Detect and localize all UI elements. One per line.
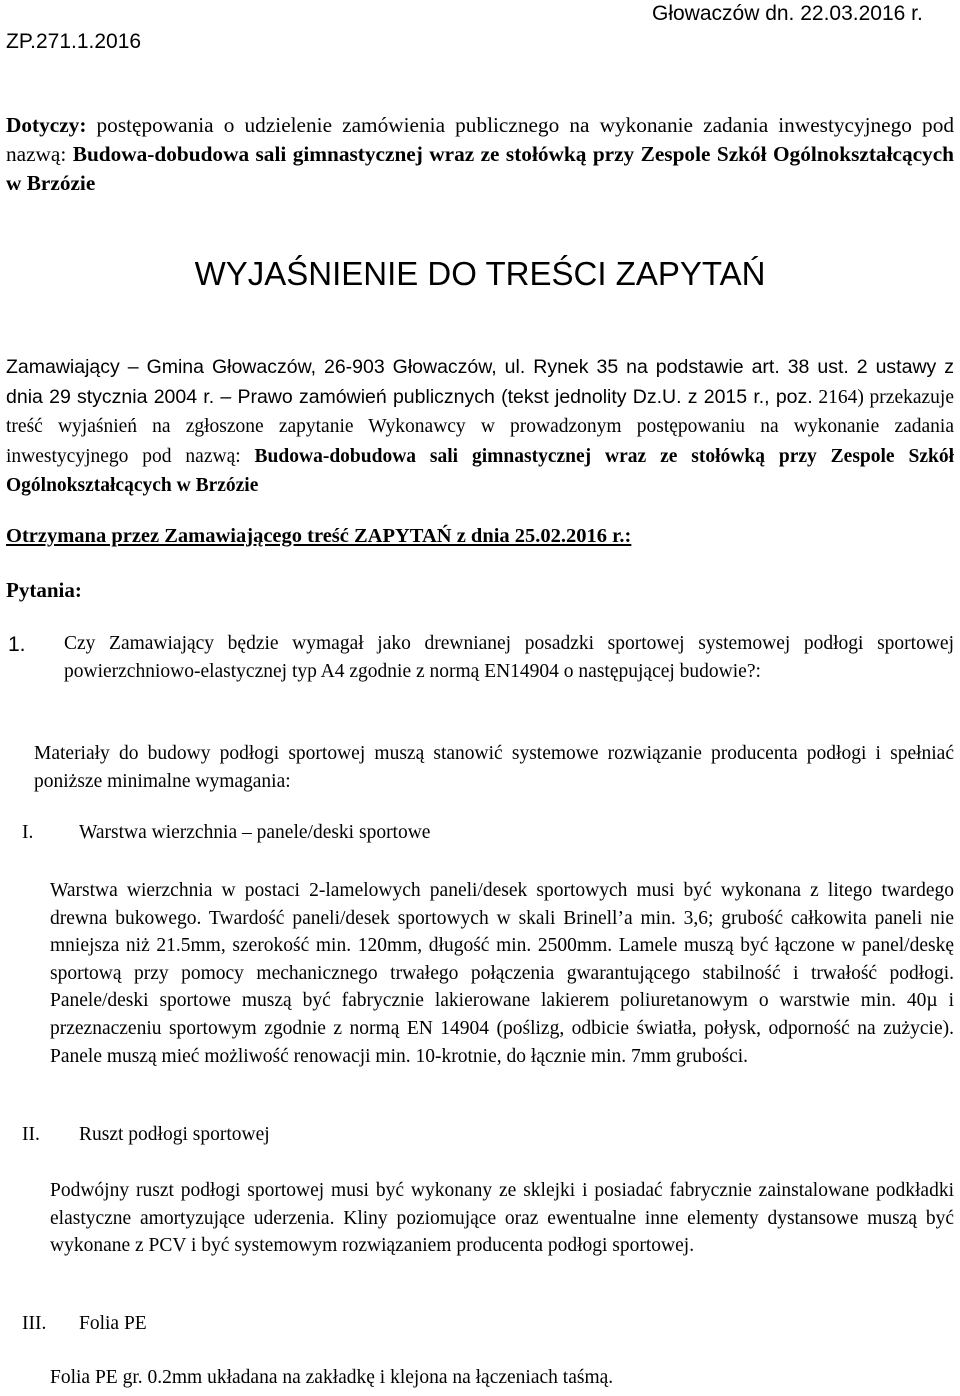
section-3-title: Folia PE [79,1313,147,1334]
document-date: Głowaczów dn. 22.03.2016 r. [652,2,923,25]
section-2-body: Podwójny ruszt podłogi sportowej musi być wykonany ze sklejki i posiadać fabrycznie zainstalowane podkładki elastyczne amortyzujące uderzenia. Kliny poziomujące oraz ewentualne inne elementy dystansowe muszą być wykonane z PCV i być systemowym rozwiązaniem producenta podłogi sportowej. [50,1180,954,1257]
intro-sans-part: Zamawiający – Gmina Głowaczów, 26-903 Głowaczów, ul. Rynek 35 na podstawie art. 38 ust. 2 ustawy z dnia 29 stycznia 2004 r. – Prawo zamówień publicznych (tekst jednolity Dz.U. z 2015 r., poz. [6,356,954,408]
document-number: ZP.271.1.2016 [6,30,142,53]
question-1-number: 1. [8,633,26,656]
intro-serif-part: 2164) przekazuje treść wyjaśnień na zgłoszone zapytanie Wykonawcy w prowadzonym postępowaniu na wykonanie zadania inwestycyjnego pod nazwą: [6,386,954,467]
section-3-body: Folia PE gr. 0.2mm układana na zakładkę i klejona na łączeniach taśmą. [50,1367,614,1388]
subject-text: postępowania o udzielenie zamówienia publicznego na wykonanie zadania inwestycyjnego pod nazwą: [6,113,954,166]
section-2-title: Ruszt podłogi sportowej [79,1124,270,1145]
intro-paragraph [6,353,954,501]
subject-project-name: Budowa-dobudowa sali gimnastycznej wraz ze stołówką przy Zespole Szkół Ogólnokształcących w Brzózie [6,142,954,195]
questions-label: Pytania: [6,578,82,602]
section-1-number: I. [22,822,34,843]
section-1-title: Warstwa wierzchnia – panele/deski sportowe [79,822,431,843]
section-3-number: III. [22,1313,47,1334]
subject-paragraph [6,111,954,198]
document-heading: WYJAŚNIENIE DO TREŚCI ZAPYTAŃ [194,255,766,292]
section-2-number: II. [22,1124,40,1145]
intro-project-name: Budowa-dobudowa sali gimnastycznej wraz ze stołówką przy Zespole Szkół Ogólnokształcących w Brzózie [6,445,954,496]
requirements-intro: Materiały do budowy podłogi sportowej muszą stanowić systemowe rozwiązanie producenta podłogi i spełniać poniższe minimalne wymagania: [34,743,954,792]
question-1-text: Czy Zamawiający będzie wymagał jako drewnianej posadzki sportowej systemowej podłogi sportowej powierzchniowo-elastycznej typ A4 zgodnie z normą EN14904 o następującej budowie?: [64,633,954,682]
received-questions-line: Otrzymana przez Zamawiającego treść ZAPYTAŃ z dnia 25.02.2016 r.: [6,525,632,547]
subject-label: Dotyczy: [6,113,87,137]
section-1-body: Warstwa wierzchnia w postaci 2-lamelowych paneli/desek sportowych musi być wykonana z litego twardego drewna bukowego. Twardość paneli/desek sportowych w skali Brinell’a min. 3,6; grubość całkowita paneli nie mniejsza niż 21.5mm, szerokość min. 120mm, długość min. 2500mm. Lamele muszą być łączone w panel/deskę sportową przy pomocy mechanicznego trwałego połączenia gwarantującego stabilność i trwałość podłogi. Panele/deski sportowe muszą być fabrycznie lakierowane lakierem poliuretanowym o warstwie min. 40µ i przeznaczeniu sportowym zgodnie z normą EN 14904 (poślizg, odbicie światła, połysk, odporność na zużycie). Panele muszą mieć możliwość renowacji min. 10-krotnie, do łącznie min. 7mm grubości. [50,880,954,1067]
